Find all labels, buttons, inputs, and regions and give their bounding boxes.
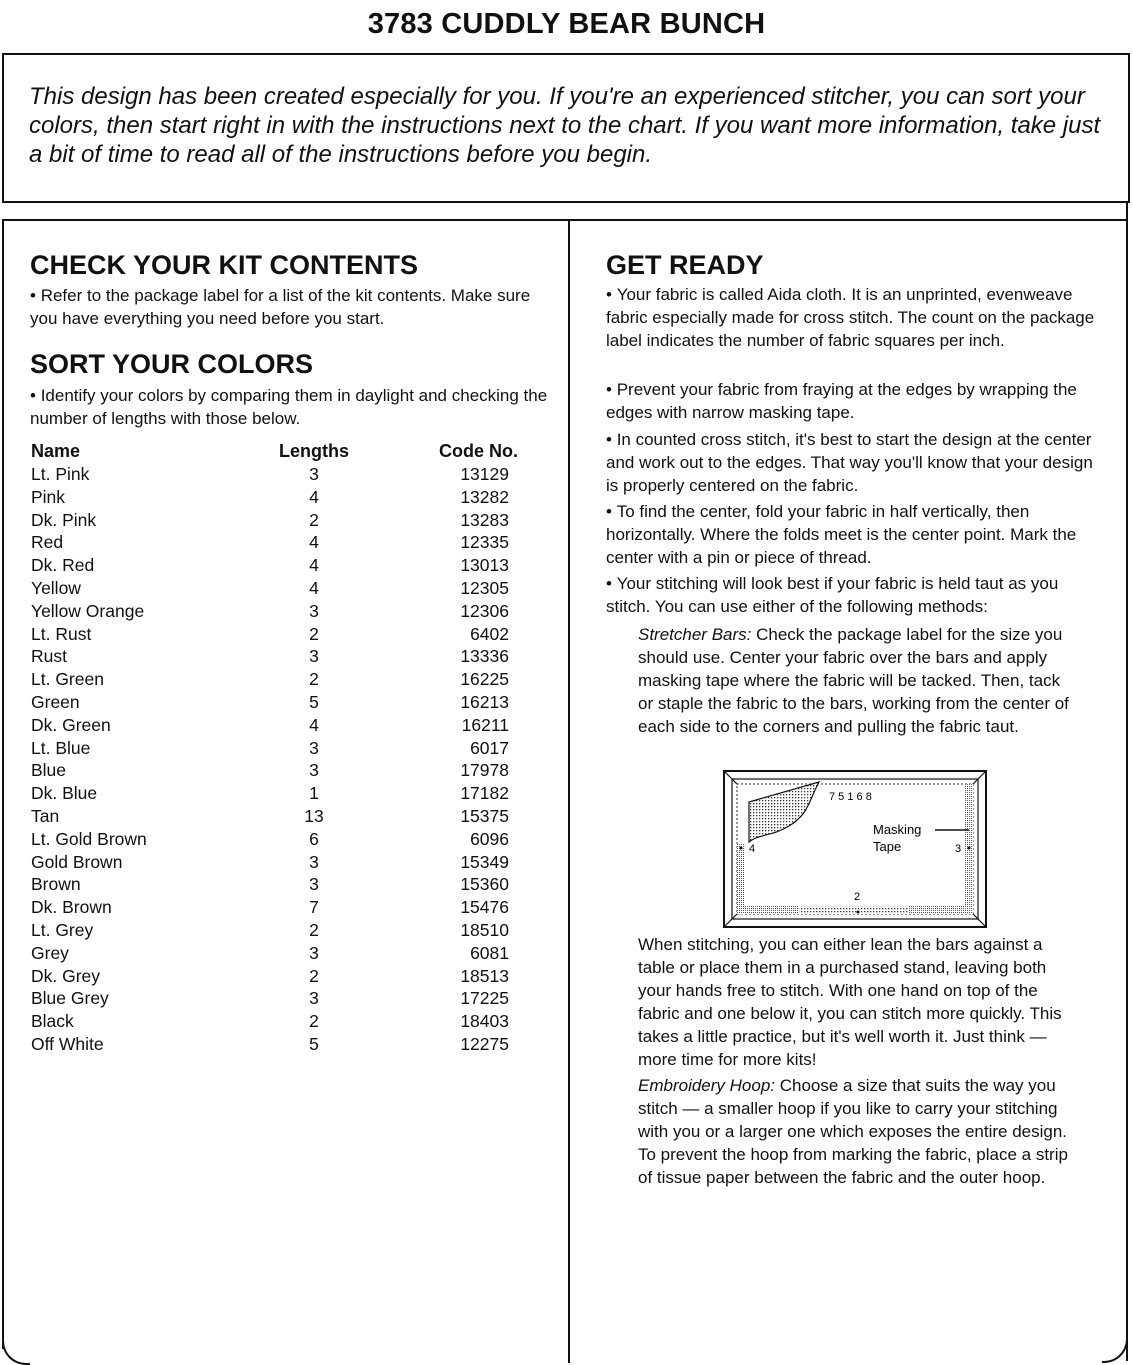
color-name-cell: Dk. Grey bbox=[31, 965, 101, 986]
code-cell: 15375 bbox=[460, 805, 509, 826]
table-row bbox=[31, 600, 526, 623]
masking-label-line1: Masking bbox=[873, 822, 922, 837]
stretcher-bars-label: Stretcher Bars: bbox=[638, 625, 752, 644]
table-row bbox=[31, 714, 526, 737]
column-header-name: Name bbox=[31, 441, 81, 461]
color-name-cell: Blue Grey bbox=[31, 988, 109, 1009]
code-cell: 16211 bbox=[461, 714, 509, 735]
lengths-cell: 3 bbox=[309, 600, 319, 621]
color-name-cell: Blue bbox=[31, 760, 67, 781]
color-name-cell: Pink bbox=[31, 486, 66, 507]
embroidery-hoop-label: Embroidery Hoop: bbox=[638, 1076, 776, 1095]
table-row bbox=[31, 1010, 526, 1033]
code-cell: 13283 bbox=[460, 509, 509, 530]
code-cell: 13129 bbox=[460, 464, 509, 484]
code-cell: 16213 bbox=[460, 691, 509, 712]
color-name-cell: Off White bbox=[31, 1033, 104, 1054]
code-cell: 12306 bbox=[460, 600, 509, 621]
lengths-cell: 3 bbox=[309, 851, 319, 872]
diagram-number-left: 4 bbox=[749, 843, 756, 855]
table-row bbox=[31, 668, 526, 691]
table-row bbox=[31, 828, 526, 851]
lengths-cell: 4 bbox=[309, 555, 319, 576]
lengths-cell: 5 bbox=[309, 691, 319, 712]
color-name-cell: Black bbox=[31, 1011, 74, 1032]
get-ready-text: Prevent your fabric from fraying at the edges by wrapping the edges with narrow masking tape. bbox=[606, 380, 1077, 422]
lengths-cell: 3 bbox=[309, 942, 319, 963]
code-cell: 15349 bbox=[460, 851, 509, 872]
color-name-cell: Lt. Grey bbox=[31, 919, 94, 940]
code-cell: 12305 bbox=[460, 577, 509, 598]
code-cell: 15476 bbox=[460, 897, 509, 918]
divider-line bbox=[2, 201, 1128, 203]
code-cell: 17225 bbox=[460, 988, 509, 1009]
divider-line bbox=[2, 219, 1128, 221]
lengths-cell: 4 bbox=[309, 486, 319, 507]
get-ready-paragraph-1 bbox=[606, 283, 1106, 352]
lengths-cell: 2 bbox=[309, 919, 319, 940]
frame-right-border bbox=[1126, 201, 1128, 1361]
lengths-cell: 3 bbox=[309, 737, 319, 758]
bullet-icon bbox=[606, 502, 617, 521]
color-name-cell: Lt. Blue bbox=[31, 737, 91, 758]
table-row bbox=[31, 486, 526, 509]
color-name-cell: Brown bbox=[31, 874, 81, 895]
lengths-cell: 4 bbox=[309, 714, 319, 735]
frame-corner bbox=[2, 1335, 30, 1365]
column-header-lengths: Lengths bbox=[279, 441, 349, 461]
bullet-icon bbox=[30, 286, 41, 305]
lengths-cell: 2 bbox=[309, 669, 319, 690]
table-row bbox=[31, 873, 526, 896]
embroidery-hoop-paragraph bbox=[638, 1074, 1083, 1189]
code-cell: 6096 bbox=[470, 828, 509, 849]
code-cell: 18513 bbox=[460, 965, 509, 986]
color-name-cell: Tan bbox=[31, 805, 60, 826]
color-name-cell: Yellow Orange bbox=[31, 600, 145, 621]
code-cell: 18403 bbox=[460, 1011, 509, 1032]
table-row bbox=[31, 623, 526, 646]
get-ready-paragraph-2 bbox=[606, 378, 1106, 424]
color-name-cell: Lt. Green bbox=[31, 669, 104, 690]
lengths-cell: 3 bbox=[309, 464, 319, 484]
code-cell: 17182 bbox=[460, 783, 509, 804]
bullet-icon bbox=[606, 380, 617, 399]
table-row bbox=[31, 805, 526, 828]
table-row bbox=[31, 987, 526, 1010]
embroidery-hoop-text: Choose a size that suits the way you stitch — a smaller hoop if you like to carry your stitching with you or a larger one which exposes the entire design. To prevent the hoop from marking the fabric, place a strip of tissue paper between the fabric and the outer hoop. bbox=[638, 1076, 1068, 1187]
lengths-cell: 4 bbox=[309, 577, 319, 598]
lengths-cell: 6 bbox=[309, 828, 319, 849]
frame-left-border bbox=[2, 219, 4, 1349]
lengths-cell: 3 bbox=[309, 646, 319, 667]
get-ready-text: In counted cross stitch, it's best to start the design at the center and work out to the edges. That way you'll know that your design is properly centered on the fabric. bbox=[606, 430, 1093, 495]
color-name-cell: Rust bbox=[31, 646, 67, 667]
table-row bbox=[31, 782, 526, 805]
frame-corner bbox=[1102, 1335, 1128, 1363]
lengths-cell: 3 bbox=[309, 988, 319, 1009]
get-ready-heading: GET READY bbox=[606, 250, 764, 280]
lengths-cell: 3 bbox=[309, 874, 319, 895]
color-table bbox=[31, 463, 526, 1056]
kit-contents-text bbox=[30, 284, 555, 330]
code-cell: 18510 bbox=[460, 919, 509, 940]
intro-paragraph: This design has been created especially for you. If you're an experienced stitcher, you can sort your colors, then start right in with the instructions next to the chart. If you want more information, take just a bit of time to read all of the instructions before you begin. bbox=[29, 83, 1101, 168]
stretcher-bars-paragraph bbox=[638, 623, 1078, 738]
code-cell: 6017 bbox=[470, 737, 509, 758]
kit-contents-text-body: Refer to the package label for a list of the kit contents. Make sure you have everything you need before you start. bbox=[30, 286, 531, 328]
diagram-number-bottom: 2 bbox=[854, 891, 861, 903]
lengths-cell: 2 bbox=[309, 509, 319, 530]
table-row bbox=[31, 737, 526, 760]
lengths-cell: 4 bbox=[309, 532, 319, 553]
lengths-cell: 2 bbox=[309, 965, 319, 986]
color-name-cell: Green bbox=[31, 691, 80, 712]
get-ready-text: Your fabric is called Aida cloth. It is an unprinted, evenweave fabric especially made for cross stitch. The count on the package label indicates the number of fabric squares per inch. bbox=[606, 285, 1095, 350]
table-row bbox=[31, 759, 526, 782]
code-cell: 13282 bbox=[460, 486, 509, 507]
diagram-number-right: 3 bbox=[955, 843, 962, 855]
lengths-cell: 13 bbox=[304, 805, 324, 826]
stretcher-bars-text: Check the package label for the size you should use. Center your fabric over the bars and apply masking tape where the fabric will be tacked. Then, tack or staple the fabric to the bars, working from the center of each side to the corners and pulling the fabric taut. bbox=[638, 625, 1069, 736]
kit-contents-heading: CHECK YOUR KIT CONTENTS bbox=[30, 250, 419, 280]
color-name-cell: Yellow bbox=[31, 577, 81, 598]
table-row bbox=[31, 896, 526, 919]
code-cell: 13013 bbox=[460, 555, 509, 576]
get-ready-paragraph-5 bbox=[606, 572, 1106, 618]
table-row bbox=[31, 1033, 526, 1056]
code-cell: 16225 bbox=[460, 669, 509, 690]
table-row bbox=[31, 645, 526, 668]
bullet-icon bbox=[606, 430, 617, 449]
table-row bbox=[31, 531, 526, 554]
table-row bbox=[31, 691, 526, 714]
bullet-icon bbox=[606, 285, 617, 304]
table-row bbox=[31, 851, 526, 874]
code-cell: 13336 bbox=[460, 646, 509, 667]
bullet-icon bbox=[30, 386, 41, 405]
table-row bbox=[31, 919, 526, 942]
get-ready-paragraph-4 bbox=[606, 500, 1106, 569]
lengths-cell: 3 bbox=[309, 760, 319, 781]
get-ready-text: Your stitching will look best if your fabric is held taut as you stitch. You can use either of the following methods: bbox=[606, 574, 1059, 616]
code-cell: 6402 bbox=[470, 623, 509, 644]
get-ready-paragraph-3 bbox=[606, 428, 1106, 497]
color-name-cell: Grey bbox=[31, 942, 69, 963]
table-row bbox=[31, 577, 526, 600]
sort-colors-text-body: Identify your colors by comparing them in daylight and checking the number of lengths with those below. bbox=[30, 386, 548, 428]
stretcher-bars-diagram bbox=[723, 770, 987, 928]
bullet-icon bbox=[606, 574, 617, 593]
table-row bbox=[31, 509, 526, 532]
color-name-cell: Red bbox=[31, 532, 64, 553]
table-row bbox=[31, 965, 526, 988]
diagram-numbers-top: 7 5 1 6 8 bbox=[829, 791, 872, 803]
color-name-cell: Lt. Gold Brown bbox=[31, 828, 147, 849]
lengths-cell: 5 bbox=[309, 1033, 319, 1054]
table-row bbox=[31, 942, 526, 965]
color-name-cell: Dk. Green bbox=[31, 714, 111, 735]
masking-tape-strip bbox=[799, 906, 909, 914]
lengths-cell: 2 bbox=[309, 1011, 319, 1032]
code-cell: 15360 bbox=[460, 874, 509, 895]
color-name-cell: Dk. Brown bbox=[31, 897, 112, 918]
color-name-cell: Dk. Pink bbox=[31, 509, 97, 530]
color-name-cell: Dk. Blue bbox=[31, 783, 98, 804]
code-cell: 6081 bbox=[470, 942, 509, 963]
code-cell: 17978 bbox=[460, 760, 509, 781]
column-header-code: Code No. bbox=[439, 441, 518, 461]
lengths-cell: 2 bbox=[309, 623, 319, 644]
lengths-cell: 7 bbox=[309, 897, 319, 918]
table-row bbox=[31, 463, 526, 486]
masking-tape-left bbox=[737, 844, 745, 914]
color-name-cell: Dk. Red bbox=[31, 555, 95, 576]
color-name-cell: Lt. Rust bbox=[31, 623, 92, 644]
sort-colors-text bbox=[30, 384, 550, 430]
code-cell: 12275 bbox=[460, 1033, 509, 1054]
masking-label-line2: Tape bbox=[873, 839, 902, 854]
column-divider bbox=[568, 219, 570, 1363]
page-title: 3783 CUDDLY BEAR BUNCH bbox=[367, 8, 766, 40]
code-cell: 12335 bbox=[460, 532, 509, 553]
stitching-paragraph: When stitching, you can either lean the bars against a table or place them in a purchased stand, leaving both your hands free to stitch. With one hand on top of the fabric and one below it, you can stitch more quickly. This takes a little practice, but it's well worth it. Just think — more time for more kits! bbox=[638, 935, 1062, 1069]
sort-colors-heading: SORT YOUR COLORS bbox=[30, 349, 314, 379]
table-row bbox=[31, 554, 526, 577]
get-ready-text: To find the center, fold your fabric in half vertically, then horizontally. Where the folds meet is the center point. Mark the center with a pin or piece of thread. bbox=[606, 502, 1077, 567]
color-name-cell: Lt. Pink bbox=[31, 464, 90, 484]
color-name-cell: Gold Brown bbox=[31, 851, 123, 872]
lengths-cell: 1 bbox=[309, 783, 319, 804]
